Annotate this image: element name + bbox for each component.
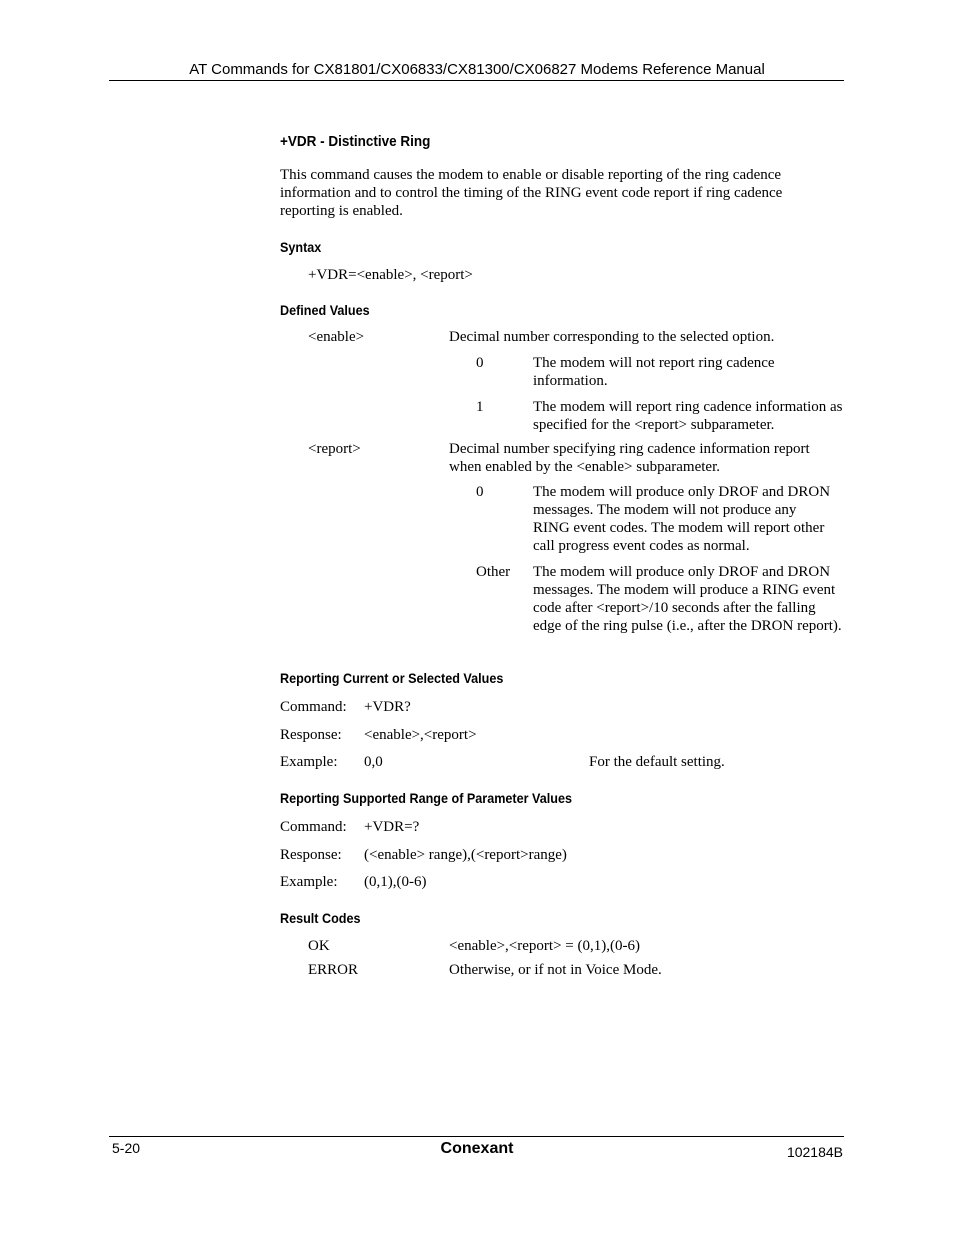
result-code-error-text: Otherwise, or if not in Voice Mode. bbox=[449, 962, 662, 978]
result-codes-heading: Result Codes bbox=[280, 910, 361, 926]
footer-brand: Conexant bbox=[440, 1140, 514, 1157]
defined-values-heading: Defined Values bbox=[280, 302, 370, 318]
section-title: +VDR - Distinctive Ring bbox=[280, 133, 431, 150]
header-rule bbox=[109, 80, 844, 81]
report-option-text: The modem will produce only DROF and DRON messages. The modem will not produce any RING event codes. The modem will report other call progress event codes as normal. bbox=[533, 484, 831, 554]
reporting-current-heading: Reporting Current or Selected Values bbox=[280, 670, 504, 686]
enable-option-value: 1 bbox=[476, 399, 484, 415]
response-label: Response: bbox=[280, 847, 342, 863]
running-header: AT Commands for CX81801/CX06833/CX81300/CX06827 Modems Reference Manual bbox=[189, 61, 765, 78]
page-number: 5-20 bbox=[112, 1140, 141, 1156]
example-value: (0,1),(0-6) bbox=[364, 874, 427, 890]
response-value: <enable>,<report> bbox=[364, 727, 477, 743]
section-intro: This command causes the modem to enable or disable reporting of the ring cadence information and to control the timing of the RING event code report if ring cadence reporting is enabled. bbox=[280, 167, 783, 219]
report-option-value: Other bbox=[476, 564, 511, 580]
result-code-error: ERROR bbox=[308, 962, 359, 978]
example-label: Example: bbox=[280, 874, 338, 890]
command-label: Command: bbox=[280, 819, 347, 835]
response-value: (<enable> range),(<report>range) bbox=[364, 847, 567, 863]
example-label: Example: bbox=[280, 754, 338, 770]
report-param-name: <report> bbox=[308, 441, 361, 457]
enable-param-name: <enable> bbox=[308, 329, 365, 345]
document-number: 102184B bbox=[786, 1144, 843, 1160]
command-value: +VDR? bbox=[364, 699, 411, 715]
result-code-ok-text: <enable>,<report> = (0,1),(0-6) bbox=[449, 938, 640, 954]
report-param-description: Decimal number specifying ring cadence information report when enabled by the <enable> subparameter. bbox=[449, 441, 810, 475]
syntax-heading: Syntax bbox=[280, 239, 322, 255]
syntax-text: +VDR=<enable>, <report> bbox=[308, 267, 473, 283]
footer-rule bbox=[109, 1136, 844, 1137]
example-note: For the default setting. bbox=[589, 754, 725, 770]
enable-option-text: The modem will report ring cadence information as specified for the <report> subparameter. bbox=[533, 399, 843, 433]
report-option-value: 0 bbox=[476, 484, 484, 500]
response-label: Response: bbox=[280, 727, 342, 743]
example-value: 0,0 bbox=[364, 754, 383, 770]
enable-param-description: Decimal number corresponding to the selected option. bbox=[449, 329, 775, 345]
report-option-text: The modem will produce only DROF and DRON messages. The modem will produce a RING event code after <report>/10 seconds after the falling edge of the ring pulse (i.e., after the DRON report). bbox=[533, 564, 842, 634]
enable-option-value: 0 bbox=[476, 355, 484, 371]
command-label: Command: bbox=[280, 699, 347, 715]
reporting-range-heading: Reporting Supported Range of Parameter Values bbox=[280, 790, 572, 806]
command-value: +VDR=? bbox=[364, 819, 420, 835]
result-code-ok: OK bbox=[308, 938, 330, 954]
enable-option-text: The modem will not report ring cadence information. bbox=[533, 355, 775, 389]
